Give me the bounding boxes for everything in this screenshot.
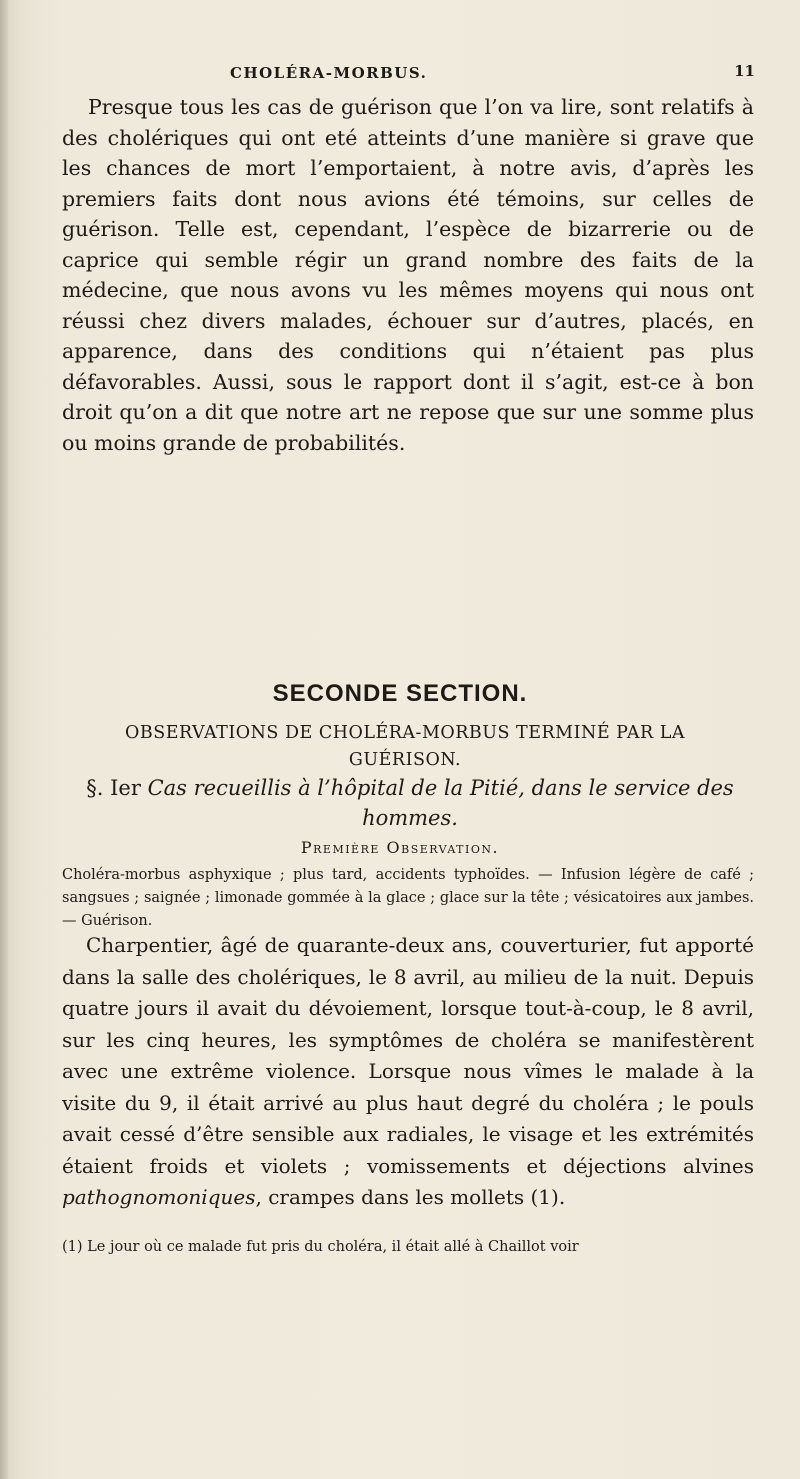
case-text xyxy=(62,930,754,1214)
section-subtitle: OBSERVATIONS DE CHOLÉRA-MORBUS TERMINÉ PAR LA GUÉRISON. xyxy=(125,723,685,770)
section-title: SECONDE SECTION. xyxy=(272,680,528,707)
running-head: CHOLÉRA-MORBUS. xyxy=(230,64,428,82)
case-text-main: Charpentier, âgé de quarante-deux ans, couverturier, fut apporté dans la salle des cholériques, le 8 avril, au milieu de la nuit. Depuis quatre jours il avait du dévoiement, lorsque tout-à-coup, le 8 avril, sur les cinq heures, les symptômes de choléra se manifestèrent avec une extrême violence. Lorsque nous vîmes le malade à la visite du 9, il était arrivé au plus haut degré du choléra ; le pouls avait cessé d’être sensible aux radiales, le visage et les extrémités étaient froids et violets ; vomissements et déjections alvines xyxy=(62,933,754,1178)
page-edge-shadow xyxy=(0,0,8,1479)
page-number: 11 xyxy=(734,62,755,80)
case-text-end: , crampes dans les mollets (1). xyxy=(255,1185,566,1209)
paragraph-heading-text: Cas recueillis à l’hôpital de la Pitié, dans le service des hommes. xyxy=(147,776,734,830)
paragraph-sign: §. Ier xyxy=(86,776,141,800)
intro-paragraph: Presque tous les cas de guérison que l’on va lire, sont relatifs à des cholériques qui ont eté atteints d’une manière si grave que les chances de mort l’emportaient, à notre avis, d’après les premiers faits dont nous avions été témoins, sur celles de guérison. Telle est, cependant, l’espèce de bizarrerie ou de caprice qui semble régir un grand nombre des faits de la médecine, que nous avons vu les mêmes moyens qui nous ont réussi chez divers malades, échouer sur d’autres, placés, en apparence, dans des conditions qui n’étaient pas plus défavorables. Aussi, sous le rapport dont il s’agit, est-ce à bon droit qu’on a dit que notre art ne repose que sur une somme plus ou moins grande de probabilités. xyxy=(62,95,754,455)
footnote: (1) Le jour où ce malade fut pris du choléra, il était allé à Chaillot voir xyxy=(62,1239,579,1255)
observation-title: Première Observation. xyxy=(300,838,500,857)
page-header xyxy=(60,60,760,90)
paragraph-heading xyxy=(70,773,750,833)
observation-summary: Choléra-morbus asphyxique ; plus tard, accidents typhoïdes. — Infusion légère de café ; sangsues ; saignée ; limonade gommée à la glace ; glace sur la tête ; vésicatoires aux jambes. — Guérison. xyxy=(62,867,754,929)
case-text-italic: pathognomoniques xyxy=(62,1185,256,1209)
